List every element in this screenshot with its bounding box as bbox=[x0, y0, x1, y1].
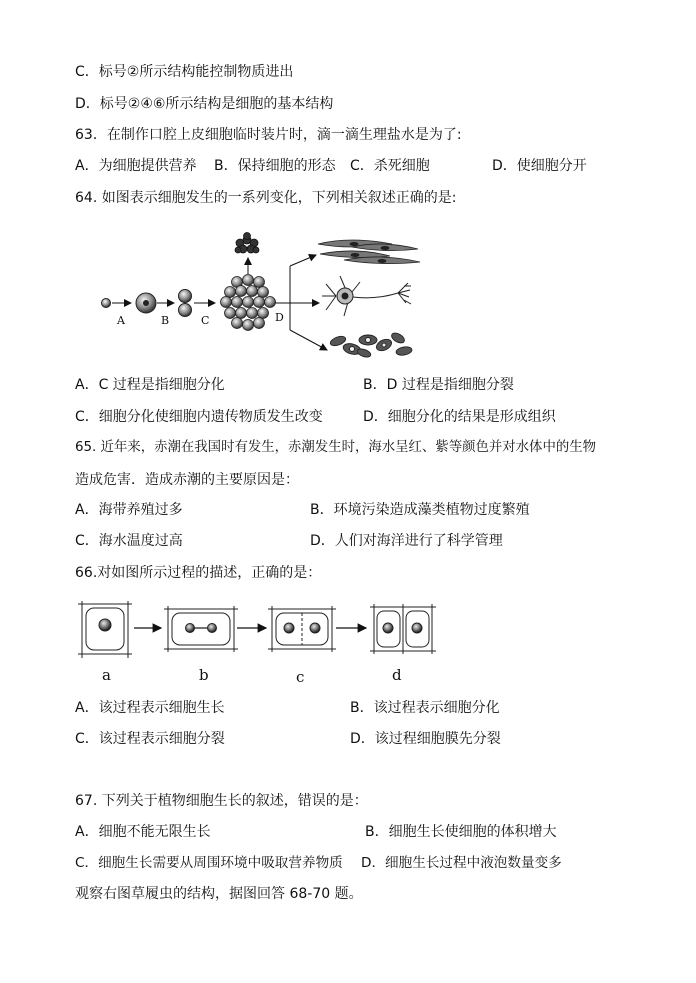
q66-option-c: C．该过程表示细胞分裂 bbox=[75, 731, 225, 747]
q67-option-d: D．细胞生长过程中液泡数量变多 bbox=[361, 855, 562, 871]
cell-b bbox=[164, 606, 238, 652]
q66-option-d: D．该过程细胞膜先分裂 bbox=[350, 731, 501, 747]
q66-option-a: A．该过程表示细胞生长 bbox=[75, 700, 225, 716]
q65-stem-line2: 造成危害．造成赤潮的主要原因是： bbox=[75, 472, 299, 488]
q64-label-c: C bbox=[201, 314, 210, 327]
q65-option-c: C．海水温度过高 bbox=[75, 533, 183, 549]
q64-label-b: B bbox=[161, 314, 170, 327]
q64-option-d: D．细胞分化的结果是形成组织 bbox=[363, 409, 556, 425]
q66-label-d: d bbox=[392, 666, 402, 684]
q65-option-a: A．海带养殖过多 bbox=[75, 502, 183, 518]
q67-option-c: C．细胞生长需要从周围环境中吸取营养物质 bbox=[75, 855, 343, 871]
q65-option-b: B．环境污染造成藻类植物过度繁殖 bbox=[310, 502, 530, 518]
q63-option-c: C．杀死细胞 bbox=[350, 158, 430, 174]
cell-a bbox=[78, 601, 132, 658]
q64-option-a: A．C 过程是指细胞分化 bbox=[75, 377, 225, 393]
q63-stem: 63．在制作口腔上皮细胞临时装片时，滴一滴生理盐水是为了: bbox=[75, 127, 462, 143]
cell-c bbox=[268, 606, 336, 652]
questions-68-70-intro: 观察右图草履虫的结构，据图回答 68-70 题。 bbox=[75, 886, 363, 902]
q66-stem: 66.对如图所示过程的描述，正确的是： bbox=[75, 565, 322, 581]
q67-option-a: A．细胞不能无限生长 bbox=[75, 824, 211, 840]
q62-option-d: D．标号②④⑥所示结构是细胞的基本结构 bbox=[75, 96, 334, 112]
q62-option-c: C．标号②所示结构能控制物质进出 bbox=[75, 64, 294, 80]
q63-option-d: D．使细胞分开 bbox=[492, 158, 587, 174]
q63-option-a: A．为细胞提供营养 bbox=[75, 158, 197, 174]
cell-d bbox=[370, 604, 436, 654]
q64-stem: 64. 如图表示细胞发生的一系列变化，下列相关叙述正确的是: bbox=[75, 190, 457, 206]
q66-label-c: c bbox=[296, 668, 305, 686]
q66-label-a: a bbox=[102, 666, 111, 684]
q66-option-b: B．该过程表示细胞分化 bbox=[350, 700, 500, 716]
q67-stem: 67. 下列关于植物细胞生长的叙述，错误的是： bbox=[75, 793, 368, 809]
q64-label-d: D bbox=[275, 311, 284, 324]
q66-label-b: b bbox=[199, 666, 209, 684]
q65-option-d: D．人们对海洋进行了科学管理 bbox=[310, 533, 503, 549]
q63-option-b: B．保持细胞的形态 bbox=[214, 158, 336, 174]
q65-stem-line1: 65. 近年来，赤潮在我国时有发生，赤潮发生时，海水呈红、紫等颜色并对水体中的生物 bbox=[75, 440, 597, 455]
q67-option-b: B．细胞生长使细胞的体积增大 bbox=[365, 824, 557, 840]
q64-label-a: A bbox=[117, 314, 125, 327]
q64-option-b: B．D 过程是指细胞分裂 bbox=[363, 377, 514, 393]
q64-option-c: C．细胞分化使细胞内遗传物质发生改变 bbox=[75, 409, 323, 425]
